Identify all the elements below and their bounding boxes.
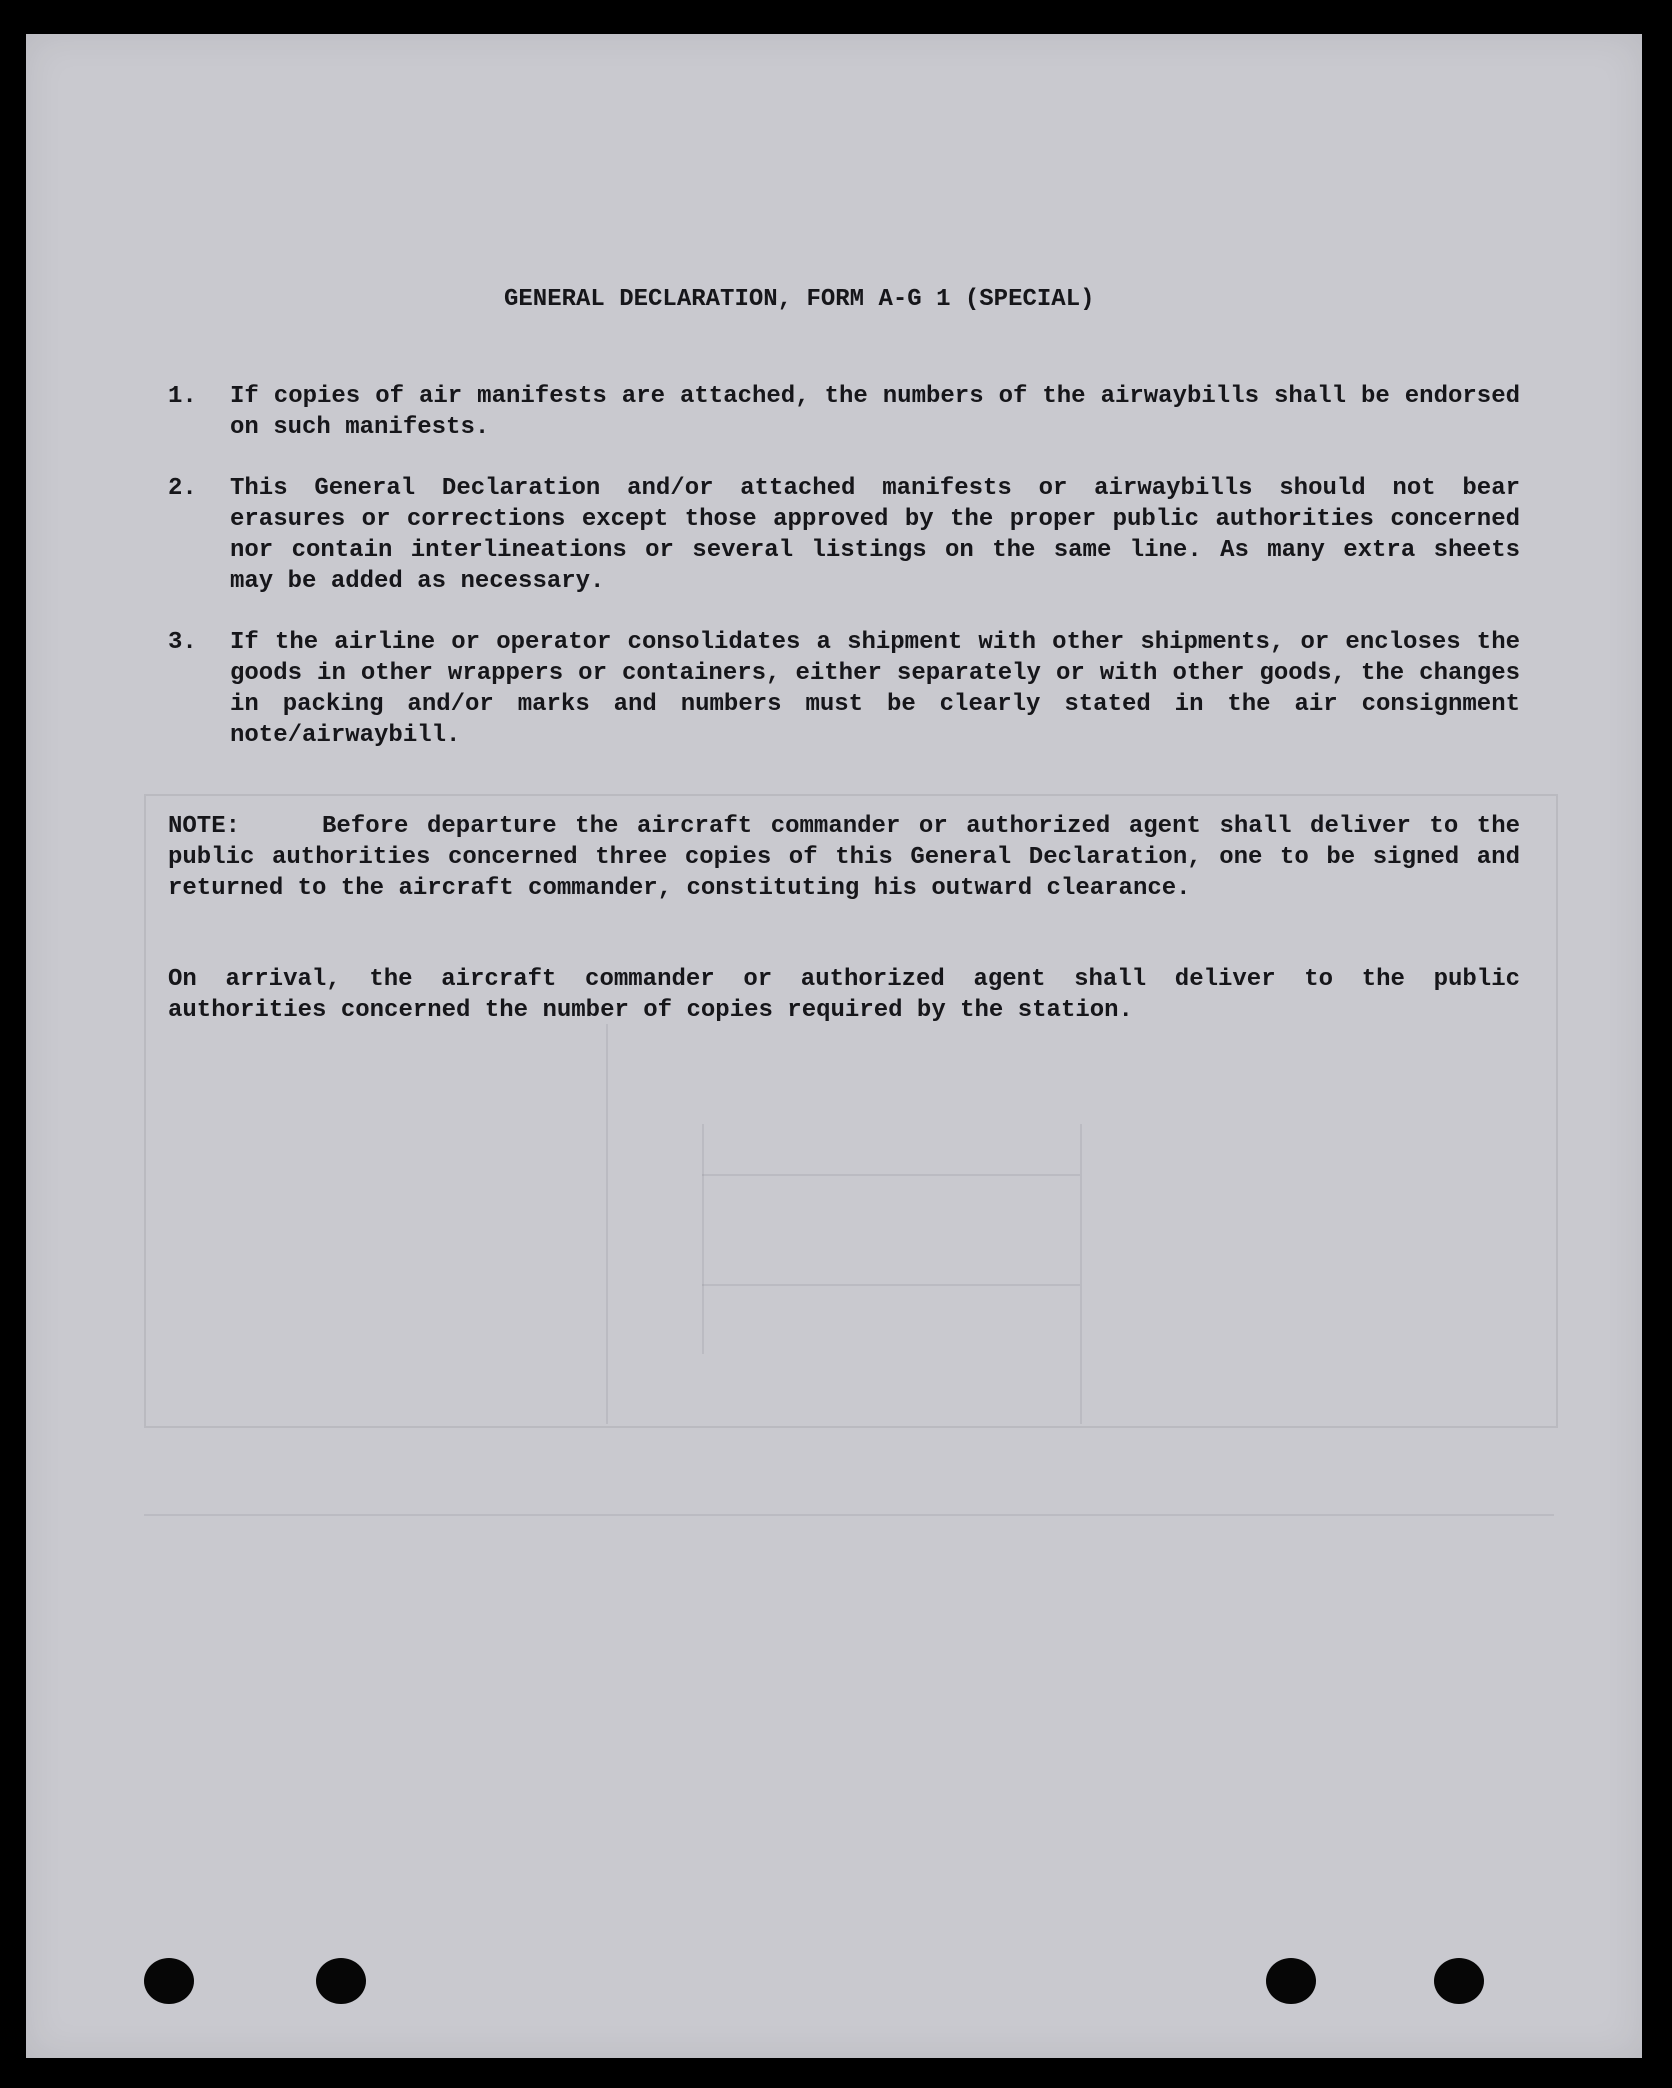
item-number-2: 2. (168, 475, 197, 502)
item-text-1: If copies of air manifests are attached, the numbers of the airwaybills shall be endorsed on such manifests. (230, 383, 1520, 441)
bleed-through-rule (702, 1284, 1080, 1286)
bleed-through-rule (702, 1174, 1080, 1176)
item-number-1: 1. (168, 383, 197, 410)
item-text-3: If the airline or operator consolidates a shipment with other shipments, or encloses the goods in other wrappers or containers, either separately or with other goods, the changes in packing and/or marks and numbers must be clearly stated in the air consignment note/airwaybill. (230, 629, 1520, 749)
note-text: Before departure the aircraft commander or authorized agent shall deliver to the public authorities concerned three copies of this General Declaration, one to be signed and returned to the aircraft commander, constituting his outward clearance. (168, 813, 1520, 902)
punch-hole (144, 1958, 194, 2004)
punch-hole (1266, 1958, 1316, 2004)
bleed-through-rule (1080, 1124, 1082, 1424)
punch-hole (1434, 1958, 1484, 2004)
document-page (26, 34, 1642, 2058)
note-label: NOTE: (168, 813, 241, 840)
punch-hole (316, 1958, 366, 2004)
arrival-text: On arrival, the aircraft commander or authorized agent shall deliver to the public authorities concerned the number of copies required by the station. (168, 966, 1520, 1024)
bleed-through-rule (606, 1024, 608, 1424)
bleed-through-rule (702, 1124, 704, 1354)
bleed-through-rule (144, 1514, 1554, 1516)
page-title: GENERAL DECLARATION, FORM A-G 1 (SPECIAL) (504, 286, 1095, 313)
item-text-2: This General Declaration and/or attached manifests or airwaybills should not bear erasures or corrections except those approved by the proper public authorities concerned nor contain interlineations or several listings on the same line. As many extra sheets may be added as necessary. (230, 475, 1520, 595)
item-number-3: 3. (168, 629, 197, 656)
